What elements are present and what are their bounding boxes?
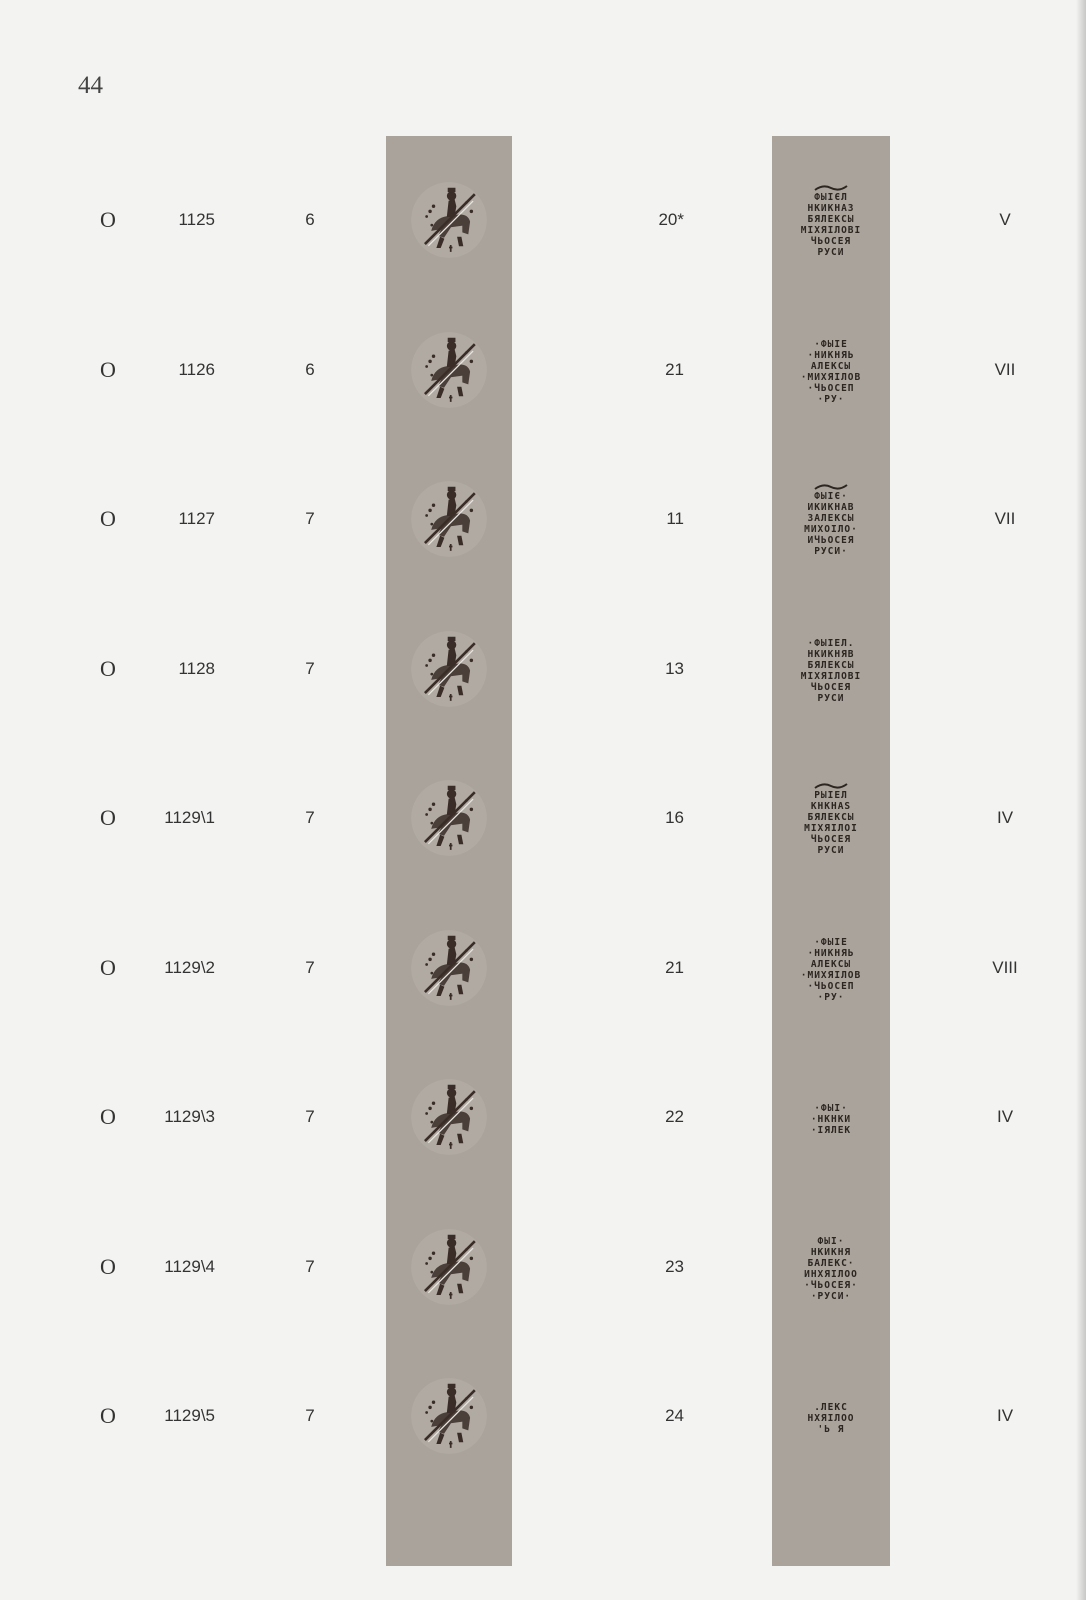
inscription-line: НКИКНАЗ: [807, 202, 855, 214]
reverse-die-number: 16: [665, 808, 684, 827]
reverse-die-number: 13: [665, 658, 684, 678]
page-number: 44: [78, 72, 103, 99]
inscription-line: ·НКНКИ: [810, 1113, 852, 1125]
reverse-inscription: [776, 638, 886, 704]
inscription-line: ·РУ·: [817, 991, 845, 1003]
inscription-line: ·ФЫІ·: [814, 1102, 848, 1114]
inscription-line: РУСИ: [817, 844, 845, 856]
inscription-line: АЛЕКСЫ: [810, 958, 852, 970]
obverse-die-number: 7: [305, 808, 315, 827]
inscription-line: ФЫІЄ·: [814, 490, 848, 502]
obverse-die-number: 7: [305, 509, 315, 528]
condition-marker: O: [100, 1253, 116, 1279]
inscription-line: ЗАЛЕКСЫ: [807, 512, 855, 524]
condition-marker: O: [100, 655, 116, 681]
preservation-grade: VII: [994, 509, 1016, 528]
rider-seal-image: [405, 626, 493, 712]
condition-marker: O: [100, 506, 116, 531]
rider-seal-image: [405, 177, 493, 263]
inscription-line: .ЛЕКС: [814, 1401, 848, 1413]
catalog-row: [0, 499, 1086, 539]
inscription-line: ·МИХЯІЛОВ: [800, 969, 862, 981]
obverse-die-number: 7: [305, 1107, 315, 1126]
inscription-line: РУСИ·: [814, 545, 848, 557]
inscription-line: ·РУСИ·: [810, 1290, 852, 1302]
inscription-line: ИНХЯІЛОО: [804, 1268, 858, 1280]
catalog-row: [0, 1097, 1086, 1137]
inscription-line: МІХЯІЛОВІ: [800, 670, 862, 682]
reverse-inscription: [776, 483, 886, 557]
obverse-die-number: 6: [305, 359, 315, 379]
catalog-number: 1129\2: [164, 957, 215, 977]
catalog-number: 1126: [178, 359, 215, 379]
preservation-grade: IV: [996, 1406, 1014, 1425]
catalog-number: 1129\3: [164, 1107, 215, 1126]
condition-marker: O: [100, 356, 116, 382]
inscription-line: ЧЬОСЕЯ: [810, 681, 852, 693]
catalog-number: 1127: [178, 509, 215, 528]
obverse-die-number: 7: [305, 658, 315, 678]
inscription-line: КНКНАЅ: [810, 800, 852, 812]
reverse-inscription: [776, 782, 886, 856]
inscription-line: НКИКНЯ: [810, 1246, 852, 1258]
inscription-line: МИХОІЛО·: [804, 523, 858, 535]
obverse-die-number: 7: [305, 1256, 315, 1276]
inscription-line: МІХЯІЛОВІ: [800, 224, 862, 236]
obverse-die-number: 7: [305, 957, 315, 977]
obverse-die-number: 7: [305, 1406, 315, 1425]
rider-seal-image: [405, 476, 493, 562]
preservation-grade: V: [999, 210, 1011, 229]
catalog-number: 1129\5: [164, 1406, 215, 1425]
inscription-line: ИЧЬОСЕЯ: [807, 534, 855, 546]
inscription-line: ЧЬОСЕЯ: [810, 235, 852, 247]
catalog-number: 1128: [178, 658, 215, 678]
reverse-die-number: 22: [665, 1107, 684, 1126]
inscription-line: РЫІЕЛ: [814, 789, 848, 801]
reverse-die-number: 11: [666, 509, 684, 528]
catalog-number: 1129\4: [164, 1256, 215, 1276]
catalog-row: [0, 798, 1086, 838]
catalog-number: 1129\1: [164, 808, 215, 827]
catalog-number: 1125: [178, 210, 215, 229]
catalog-row: [0, 1396, 1086, 1436]
titlo-mark: [776, 184, 886, 192]
preservation-grade: IV: [996, 808, 1014, 827]
preservation-grade: IV: [996, 1107, 1014, 1126]
catalog-row: [0, 948, 1086, 988]
reverse-inscription: [776, 1402, 886, 1435]
reverse-die-number: 21: [665, 957, 684, 977]
rider-seal-image: [405, 775, 493, 861]
reverse-die-number: 21: [665, 359, 684, 379]
inscription-line: ·ІЯЛЕК: [810, 1124, 852, 1136]
inscription-line: НКИКНЯВ: [807, 648, 855, 660]
rider-seal-image: [405, 327, 493, 413]
catalog-row: [0, 200, 1086, 240]
condition-marker: O: [100, 805, 116, 830]
inscription-line: ФЫІ·: [817, 1235, 845, 1247]
inscription-line: ИКИКНАВ: [807, 501, 855, 513]
inscription-line: ·РУ·: [817, 393, 845, 405]
reverse-die-number: 23: [665, 1256, 684, 1276]
rider-seal-image: [405, 1373, 493, 1459]
reverse-inscription: [776, 1236, 886, 1302]
titlo-mark: [776, 483, 886, 491]
condition-marker: O: [100, 1403, 116, 1428]
reverse-inscription: [776, 184, 886, 258]
rider-seal-image: [405, 1224, 493, 1310]
inscription-line: ·МИХЯІЛОВ: [800, 371, 862, 383]
inscription-line: БЯЛЕКСЫ: [807, 811, 855, 823]
rider-seal-image: [405, 1074, 493, 1160]
inscription-line: БЯЛЕКСЫ: [807, 213, 855, 225]
inscription-line: ·НИКНЯЬ: [807, 947, 855, 959]
reverse-die-number: 20*: [658, 210, 684, 229]
condition-marker: O: [100, 954, 116, 980]
inscription-line: БАЛЕКС·: [807, 1257, 855, 1269]
inscription-line: РУСИ: [817, 246, 845, 258]
catalog-row: [0, 1247, 1086, 1287]
catalog-row: [0, 350, 1086, 390]
inscription-line: ·ЧЬОСЕЯ·: [804, 1279, 858, 1291]
preservation-grade: VIII: [992, 957, 1018, 977]
reverse-inscription: [776, 937, 886, 1003]
inscription-line: ЧЬОСЕЯ: [810, 833, 852, 845]
inscription-line: АЛЕКСЫ: [810, 360, 852, 372]
inscription-line: 'Ь Я: [817, 1423, 845, 1435]
inscription-line: ·ФЫІЕЛ.: [807, 637, 855, 649]
condition-marker: O: [100, 1104, 116, 1129]
rider-seal-image: [405, 925, 493, 1011]
reverse-inscription: [776, 339, 886, 405]
inscription-line: ФЫІЄЛ: [814, 191, 848, 203]
inscription-line: ·ЧЬОСЕП: [807, 980, 855, 992]
reverse-die-number: 24: [665, 1406, 684, 1425]
condition-marker: O: [100, 207, 116, 232]
inscription-line: МІХЯІЛОІ: [804, 822, 858, 834]
inscription-line: ·НИКНЯЬ: [807, 349, 855, 361]
inscription-line: РУСИ: [817, 692, 845, 704]
titlo-mark: [776, 782, 886, 790]
obverse-die-number: 6: [305, 210, 315, 229]
inscription-line: ·ФЫІЕ: [814, 936, 848, 948]
reverse-inscription: [776, 1103, 886, 1136]
inscription-line: ·ФЫІЕ: [814, 338, 848, 350]
inscription-line: БЯЛЕКСЫ: [807, 659, 855, 671]
preservation-grade: VII: [994, 359, 1016, 379]
inscription-line: ·ЧЬОСЕП: [807, 382, 855, 394]
catalog-row: [0, 649, 1086, 689]
inscription-line: НХЯІЛОО: [807, 1412, 855, 1424]
